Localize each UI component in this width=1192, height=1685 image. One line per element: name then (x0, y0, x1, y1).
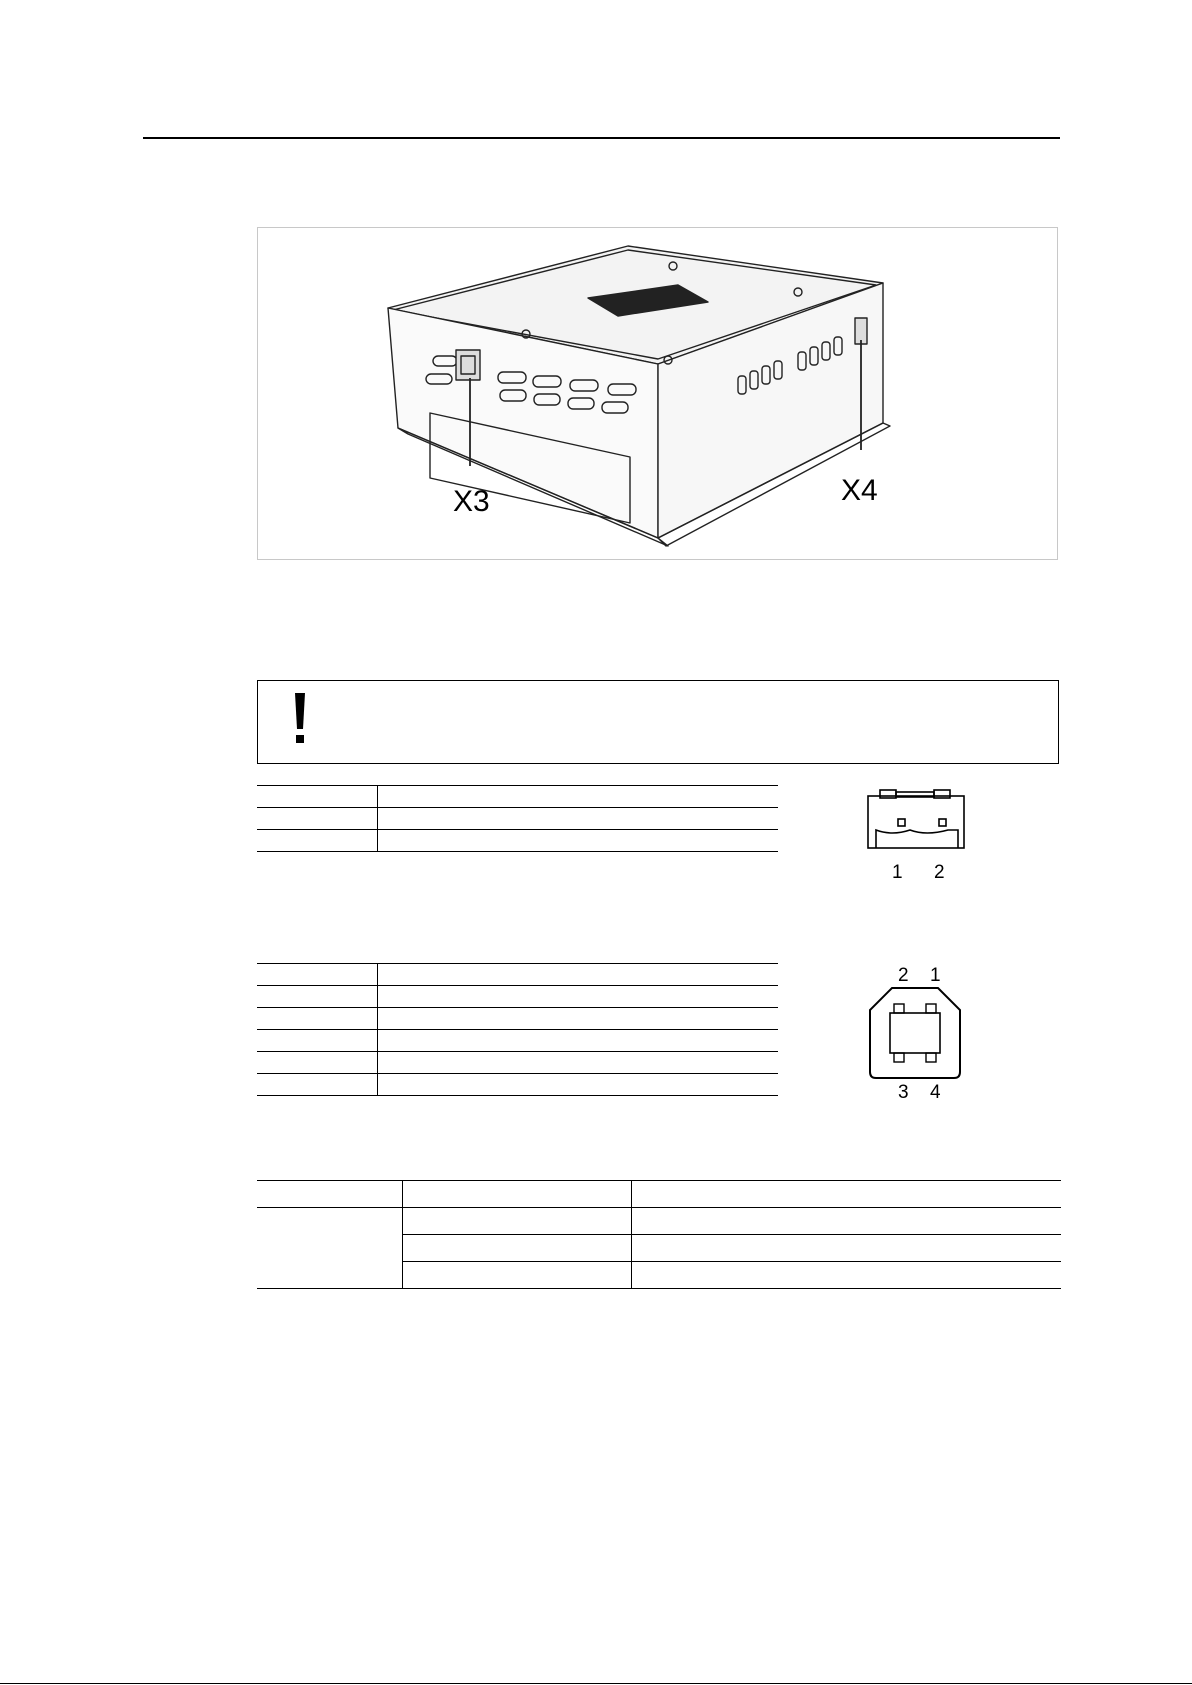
x4-terminal-connector (862, 786, 972, 886)
x3-label: X3 (453, 485, 490, 518)
table-row (257, 1074, 778, 1096)
device-figure (257, 227, 1058, 560)
device-illustration (258, 228, 1057, 559)
x4-pin-table (257, 785, 778, 852)
x4-label: X4 (841, 474, 878, 507)
x4-pin-1: 1 (892, 862, 903, 883)
x3-pin-table (257, 963, 778, 1096)
table-row (257, 1052, 778, 1074)
table-row (257, 786, 778, 808)
x3-pin-2: 2 (898, 965, 909, 986)
x3-usb-b-connector (860, 960, 970, 1100)
notice-box (257, 680, 1059, 764)
table-row (257, 1030, 778, 1052)
table-row (257, 1181, 1061, 1208)
header-rule (143, 137, 1060, 139)
table-row (257, 1208, 1061, 1235)
table-row (257, 1008, 778, 1030)
table-row (257, 986, 778, 1008)
exclamation-icon (293, 693, 307, 749)
x4-pin-2: 2 (934, 862, 945, 883)
x3-pin-1: 1 (930, 965, 941, 986)
x3-pin-4: 4 (930, 1082, 941, 1100)
footer-rule (0, 1683, 1192, 1684)
table-row (257, 964, 778, 986)
spec-table (257, 1180, 1061, 1289)
table-row (257, 808, 778, 830)
table-row (257, 830, 778, 852)
x3-pin-3: 3 (898, 1082, 909, 1100)
